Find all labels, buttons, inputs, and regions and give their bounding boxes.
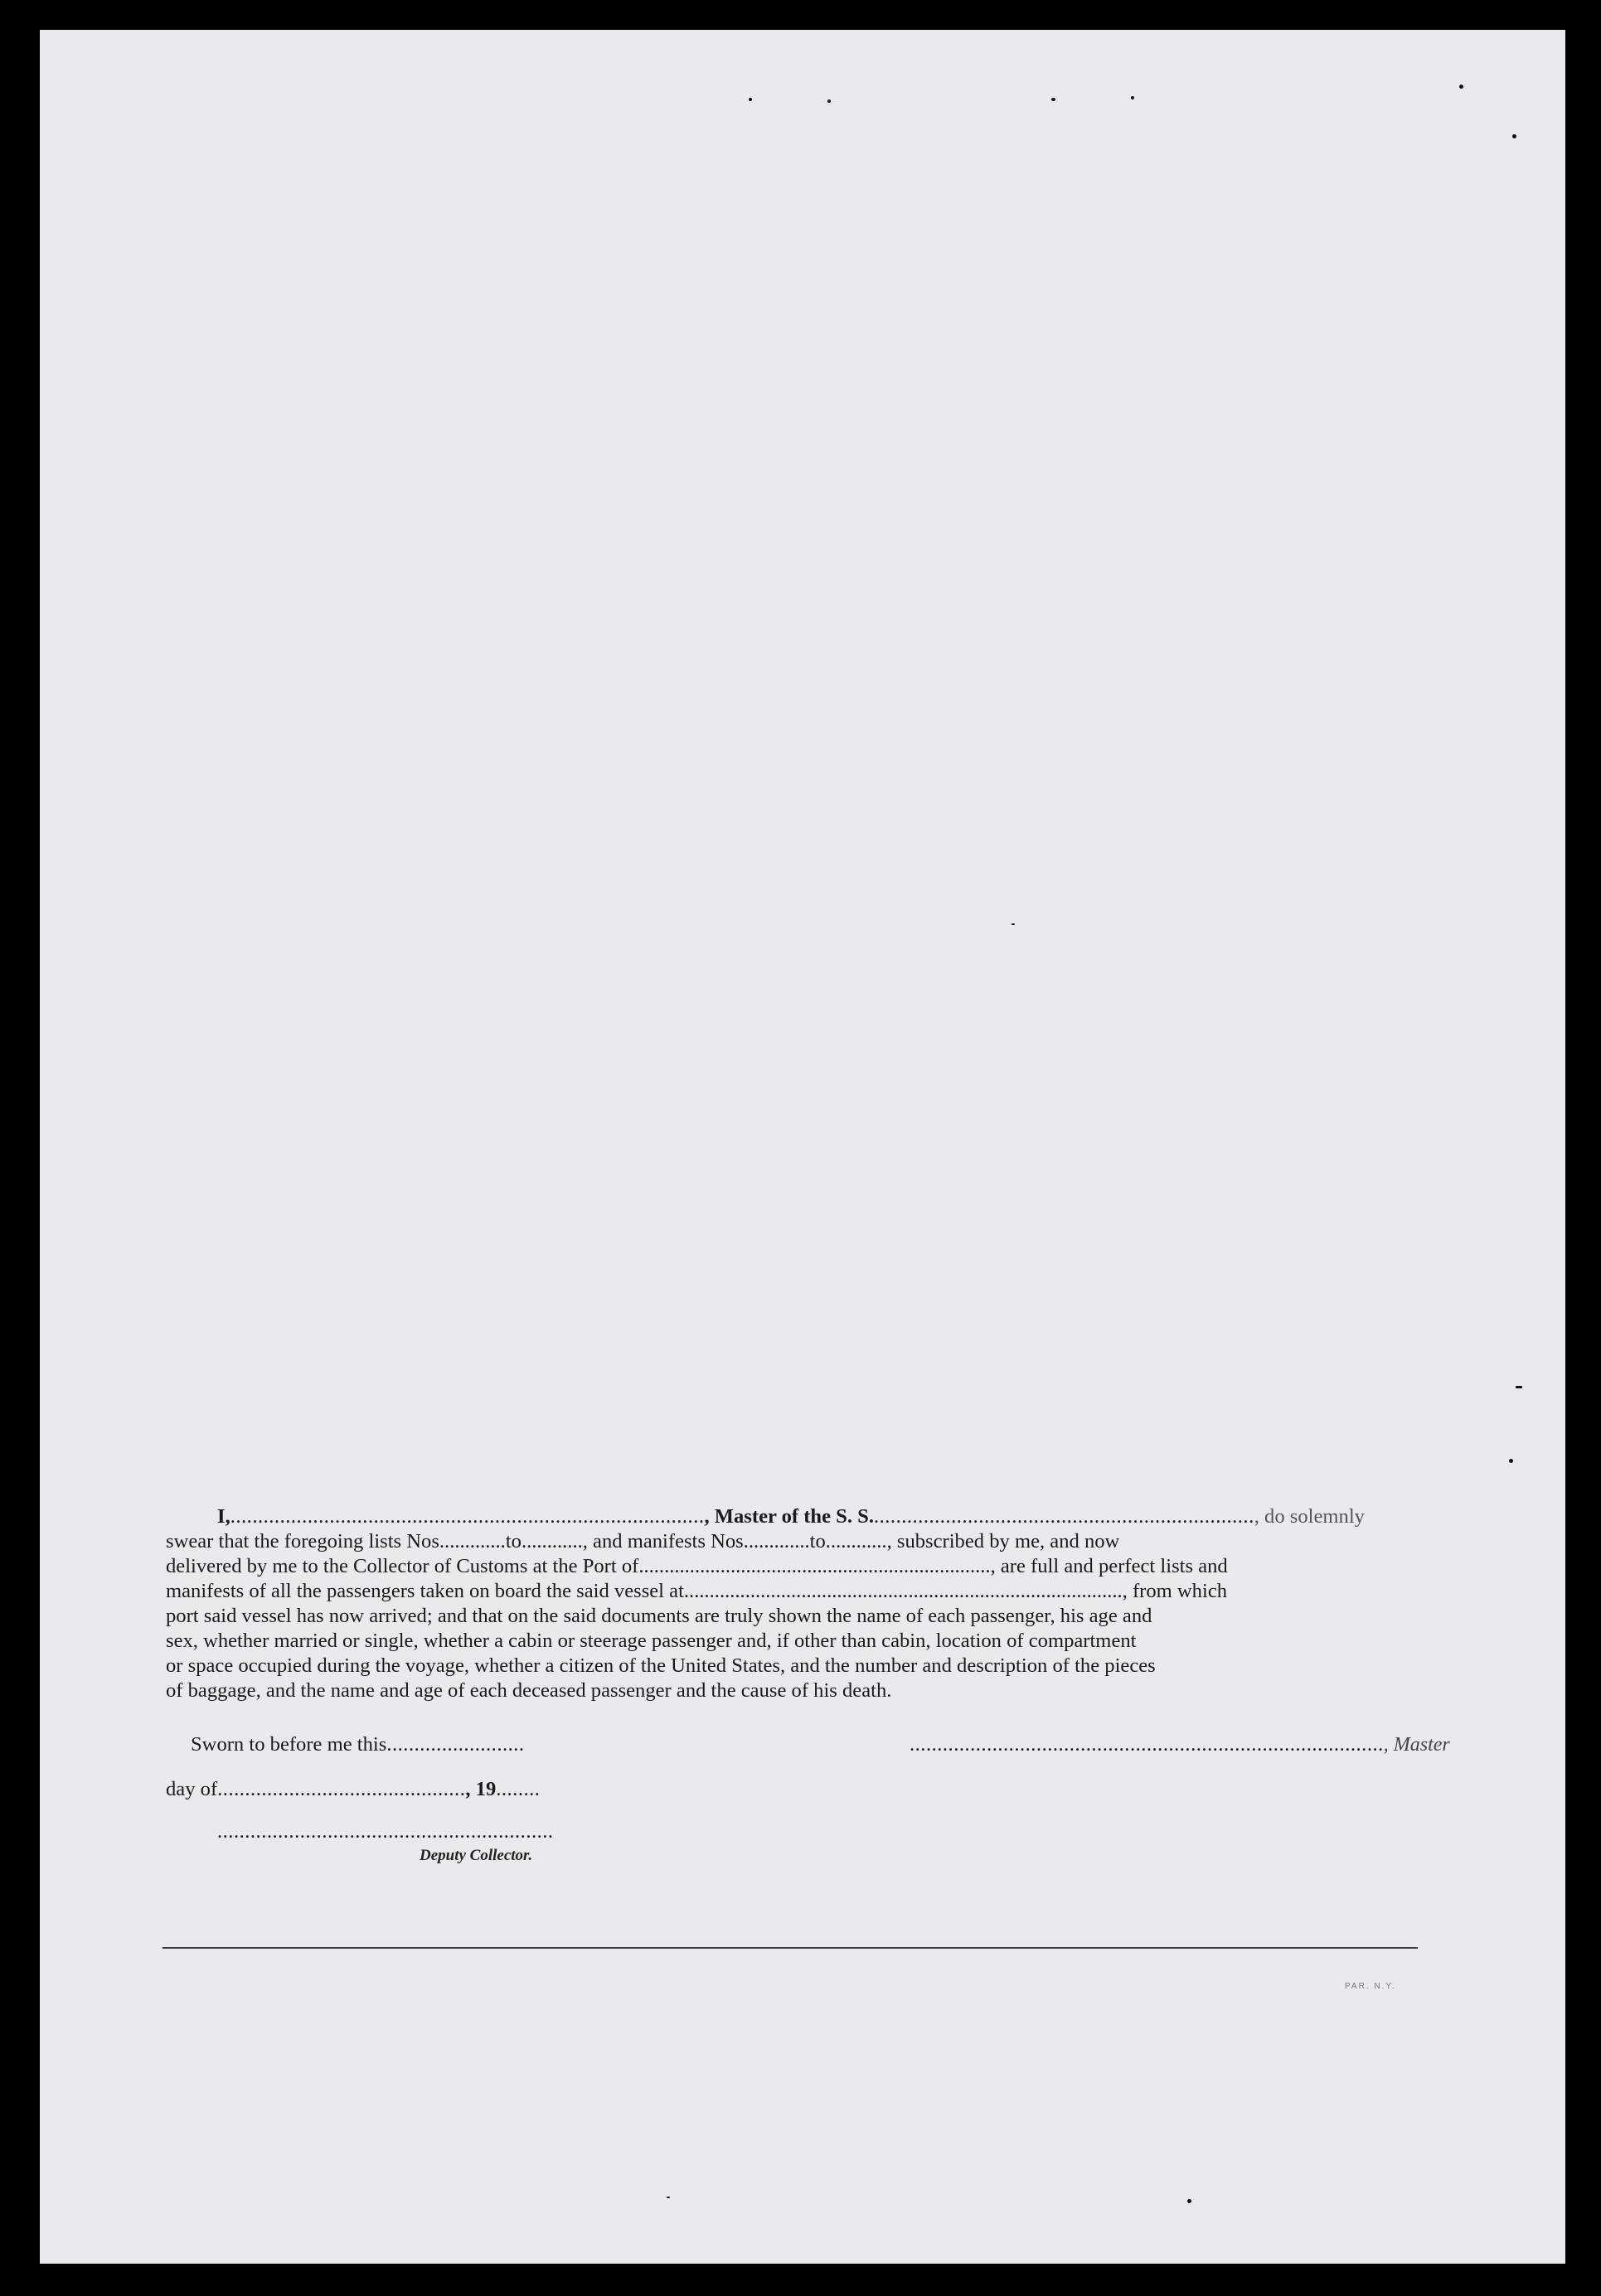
printer-mark: PAR. N.Y. bbox=[1345, 1982, 1396, 1991]
sworn-date-blank: ......................... bbox=[386, 1733, 525, 1756]
oath-line-8: of baggage, and the name and age of each deceased passenger and the cause of his death. bbox=[166, 1679, 892, 1702]
sworn-line bbox=[191, 1733, 525, 1756]
oath-paragraph bbox=[166, 1504, 1433, 1703]
oath-line-6: sex, whether married or single, whether a cabin or steerage passenger and, if other than cabin, location of compartment bbox=[166, 1630, 1137, 1652]
oath-line-7: or space occupied during the voyage, whether a citizen of the United States, and the number and description of the pieces bbox=[166, 1654, 1156, 1677]
oath-line-4: manifests of all the passengers taken on board the said vessel at......................................................................................, from which bbox=[166, 1580, 1228, 1602]
day-of-line bbox=[166, 1778, 540, 1801]
collector-signature-blank: ............................................................. bbox=[217, 1820, 554, 1843]
scan-speck bbox=[667, 2197, 670, 2198]
scan-speck bbox=[1509, 1459, 1513, 1463]
scan-speck bbox=[827, 99, 831, 103]
day-of-label: day of bbox=[166, 1778, 218, 1800]
scan-speck bbox=[1459, 85, 1463, 89]
scan-speck bbox=[1187, 2199, 1191, 2203]
master-name-blank: ...................................................................................... bbox=[230, 1505, 705, 1528]
ship-name-blank: ..................................................................... bbox=[873, 1505, 1254, 1528]
scan-speck bbox=[1516, 1386, 1522, 1388]
footer-rule bbox=[163, 1947, 1418, 1949]
year-label: , 19 bbox=[465, 1778, 497, 1800]
oath-line-5: port said vessel has now arrived; and that on the said documents are truly shown the name of each passenger, his age and bbox=[166, 1605, 1152, 1627]
scan-speck bbox=[1051, 98, 1055, 101]
collector-signature-line bbox=[217, 1820, 554, 1843]
document-page bbox=[40, 30, 1565, 2264]
oath-line-1-start: I, bbox=[217, 1505, 230, 1528]
master-label: , Master bbox=[1383, 1734, 1450, 1756]
master-signature-blank: ...................................................................................... bbox=[910, 1733, 1384, 1756]
scan-speck bbox=[1131, 96, 1134, 99]
oath-line-1-master: , Master of the S. S. bbox=[704, 1505, 874, 1528]
deputy-collector-label: Deputy Collector. bbox=[420, 1847, 533, 1864]
oath-line-1 bbox=[166, 1504, 1433, 1529]
scan-speck bbox=[749, 98, 752, 101]
sworn-label: Sworn to before me this bbox=[191, 1733, 387, 1756]
year-blank: ........ bbox=[496, 1778, 541, 1800]
master-signature-line bbox=[910, 1733, 1450, 1756]
scan-speck bbox=[1012, 923, 1015, 925]
scan-speck bbox=[1512, 134, 1516, 138]
day-blank: ............................................. bbox=[217, 1778, 466, 1800]
oath-line-2: swear that the foregoing lists Nos.............to............, and manifests Nos.............to............, subscribed by me, and now bbox=[166, 1530, 1120, 1552]
oath-line-1-end: , do solemnly bbox=[1254, 1505, 1365, 1528]
oath-line-3: delivered by me to the Collector of Customs at the Port of....................................................................., are full and perfect lists and bbox=[166, 1555, 1228, 1577]
